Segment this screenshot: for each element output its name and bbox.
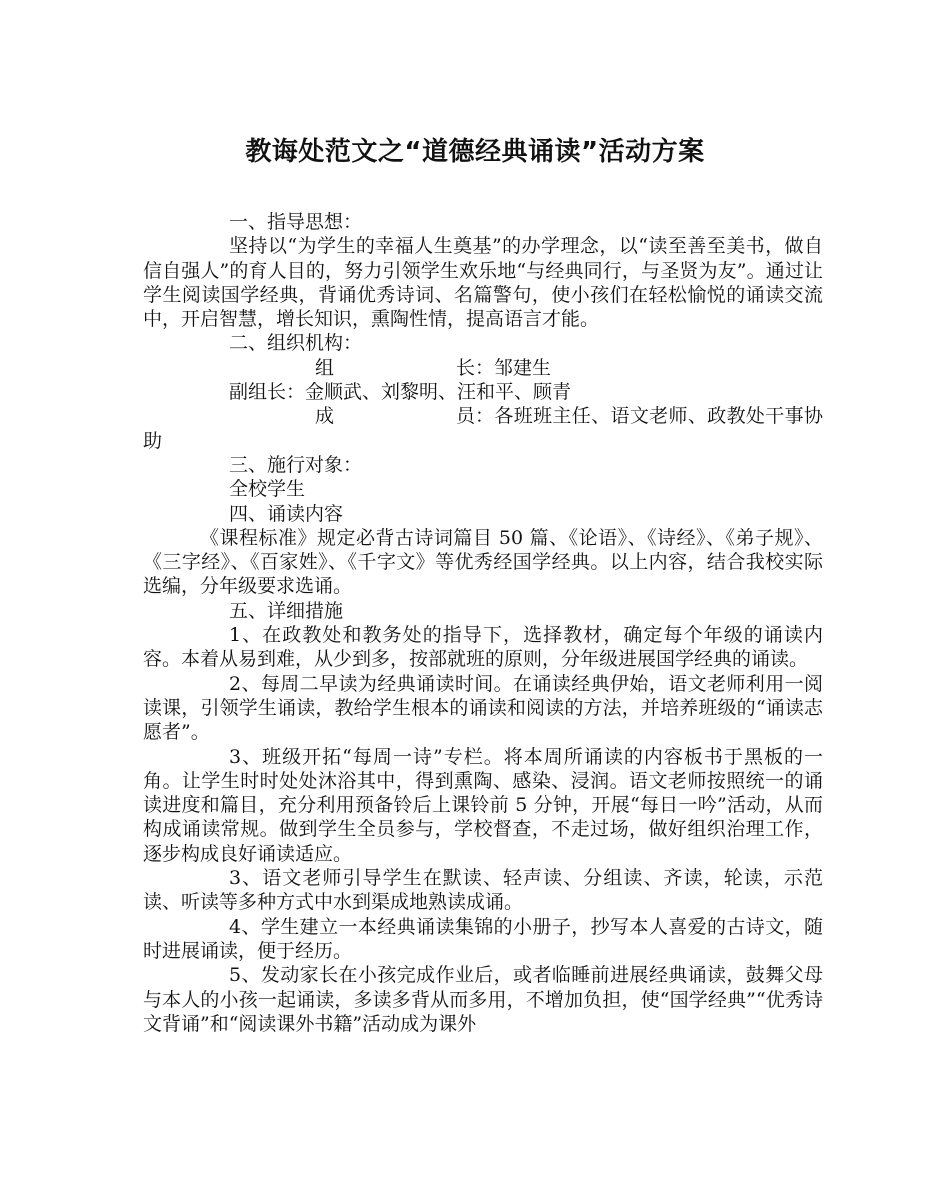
measure-item-5: 5、发动家长在小孩完成作业后，或者临睡前进展经典诵读，鼓舞父母与本人的小孩一起诵读，多读多背从而多用，不增加负担，使“国学经典”“优秀诗文背诵”和“阅读课外书籍”活动成为课外 [143, 964, 823, 1035]
document-title: 教诲处范文之“道德经典诵读”活动方案 [245, 137, 705, 167]
organization-deputy-line [143, 380, 823, 404]
member-label-first-char: 成 [315, 405, 335, 428]
section-heading-measures: 五、详细措施 [229, 599, 344, 622]
organization-member-line [143, 404, 823, 453]
measure-item-3: 3、班级开拓“每周一诗”专栏。将本周所诵读的内容板书于黑板的一角。让学生时时处处沐浴其中，得到熏陶、感染、浸润。语文老师按照统一的诵读进度和篇目，充分利用预备铃后上课铃前 5 分钟，开展“每日一吟”活动，从而构成诵读常规。做到学生全员参与，学校督查，不走过场，做好组织治理工作，逐步构成良好诵读适应。 [143, 745, 823, 865]
measure-item-2: 2、每周二早读为经典诵读时间。在诵读经典伊始，语文老师利用一阅读课，引领学生诵读，教给学生根本的诵读和阅读的方法，并培养班级的“诵读志愿者”。 [143, 672, 823, 744]
paragraph-guiding-thought: 坚持以“为学生的幸福人生奠基”的办学理念，以“读至善至美书，做自信自强人”的育人目的，努力引领学生欢乐地“与经典同行，与圣贤为友”。通过让学生阅读国学经典，背诵优秀诗词、名篇警句，使小孩们在轻松愉悦的诵读交流中，开启智慧，增长知识，熏陶性情，提高语言才能。 [143, 235, 823, 331]
leader-label-first-char: 组 [315, 356, 335, 379]
organization-leader-line [143, 356, 823, 380]
member-names: 各班班主任、语文老师、政教处干事协助 [143, 405, 823, 452]
section-heading-content: 四、诵读内容 [229, 502, 344, 525]
section-heading-guiding-thought: 一、指导思想： [229, 211, 363, 233]
paragraph-content: 《课程标准》规定必背古诗词篇目 50 篇、《论语》、《诗经》、《弟子规》、《三字经》、《百家姓》、《千字文》等优秀经国学经典。以上内容，结合我校实际选编，分年级要求选诵。 [143, 526, 823, 598]
member-label-second-part: 员： [456, 405, 495, 428]
section-heading-organization: 二、组织机构： [229, 332, 363, 355]
measure-item-4: 4、学生建立一本经典诵读集锦的小册子，抄写本人喜爱的古诗文，随时进展诵读，便于经历。 [143, 915, 823, 962]
measure-item-1: 1、在政教处和教务处的指导下，选择教材，确定每个年级的诵读内容。本着从易到难，从少到多，按部就班的原则，分年级进展国学经典的诵读。 [143, 624, 823, 671]
section-heading-target: 三、施行对象： [229, 453, 363, 476]
leader-label-second-part: 长： [456, 356, 495, 379]
leader-name: 邹建生 [494, 356, 552, 379]
paragraph-target: 全校学生 [229, 478, 306, 501]
deputy-names: 金顺武、刘黎明、汪和平、顾青 [305, 381, 572, 404]
document-body [143, 210, 823, 1036]
measure-item-3b: 3、语文老师引导学生在默读、轻声读、分组读、齐读，轮读，示范读、听读等多种方式中水到渠成地熟读成诵。 [143, 867, 823, 914]
deputy-label: 副组长： [229, 381, 306, 404]
